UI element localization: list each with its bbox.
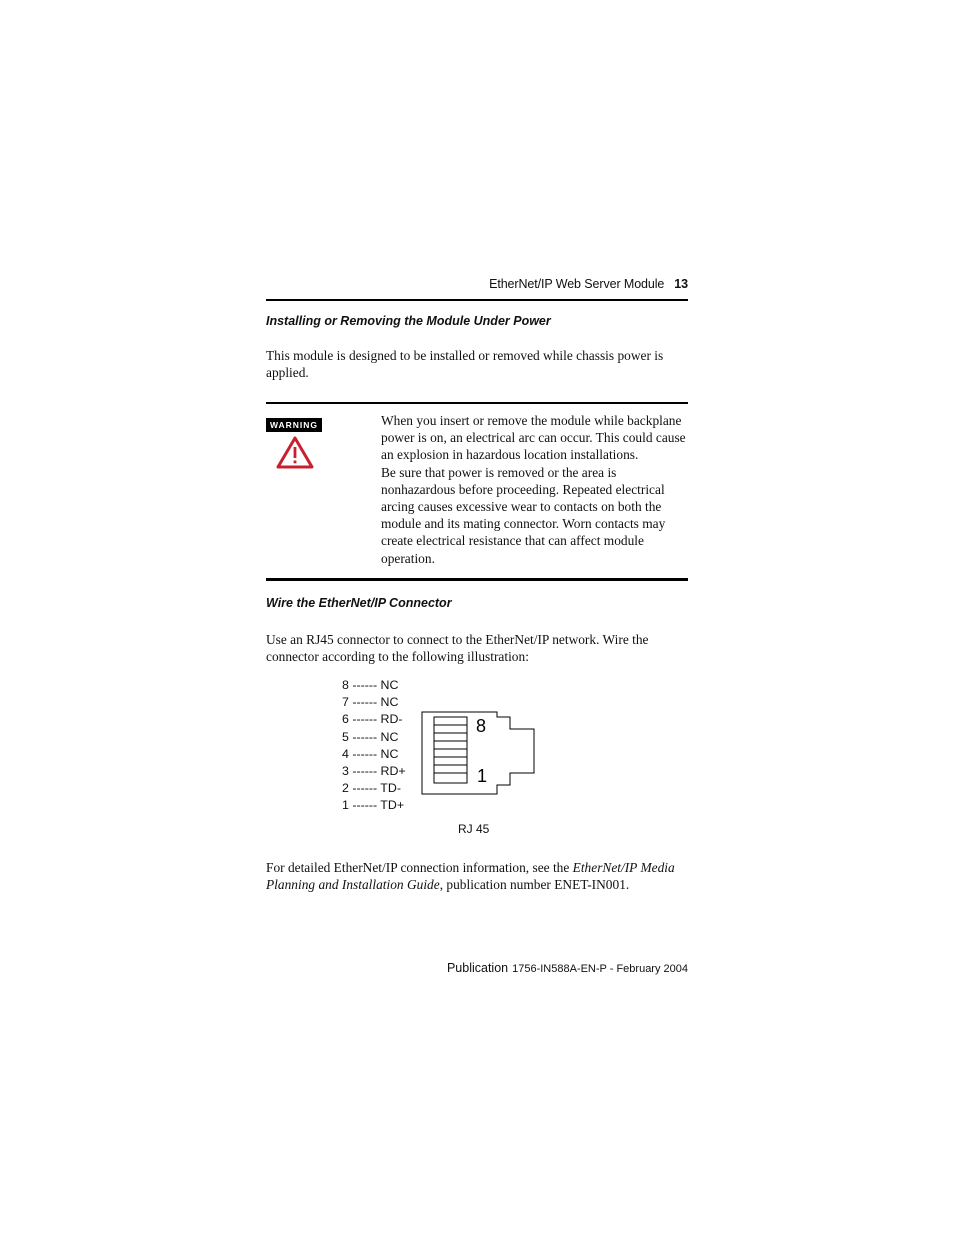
referenced-guide-title: EtherNet/IP Media Planning and Installation Guide: [266, 860, 675, 893]
header-title: EtherNet/IP Web Server Module: [489, 277, 665, 291]
warning-bottom-rule: [266, 578, 688, 581]
warning-triangle-icon: [276, 436, 314, 469]
rj45-connector-diagram: [418, 700, 540, 800]
pin-8-label: 8: [476, 716, 487, 736]
footer-label: Publication: [446, 961, 509, 975]
section-heading-wire: Wire the EtherNet/IP Connector: [266, 596, 452, 610]
pin-assignment-list: [342, 677, 406, 815]
page-footer: [447, 961, 688, 975]
warning-top-rule: [266, 402, 688, 404]
warning-badge: WARNING: [266, 418, 322, 432]
pin-row: 4 ------ NC: [342, 746, 399, 761]
pin-row: 8 ------ NC: [342, 678, 399, 692]
publication-number: 1756-IN588A-EN-P - February 2004: [512, 963, 688, 975]
pin-row: 5 ------ NC: [342, 729, 399, 744]
pin-row: 2 ------ TD-: [342, 781, 401, 796]
section-body-wire: Use an RJ45 connector to connect to the EtherNet/IP network. Wire the connector according to the following illustration:: [266, 632, 649, 665]
pin-row: 6 ------ RD-: [342, 712, 403, 727]
pin-row: 3 ------ RD+: [342, 764, 406, 779]
pin-row: 7 ------ NC: [342, 695, 399, 710]
closing-text-before: For detailed EtherNet/IP connection information, see the: [266, 860, 573, 875]
rj45-caption: RJ 45: [458, 822, 490, 836]
warning-paragraph-2: Be sure that power is removed or the area is nonhazardous before proceeding. Repeated electrical arcing causes excessive wear to contacts on both the module and its mating connector. Worn contacts may create electrical resistance that can affect module operation.: [381, 464, 666, 566]
closing-text-after: , publication number ENET-IN001.: [439, 877, 630, 893]
pin-1-label: 1: [477, 766, 488, 786]
section-body-power: This module is designed to be installed or removed while chassis power is applied.: [266, 348, 664, 381]
closing-paragraph: [266, 859, 688, 894]
header-rule: [266, 299, 688, 301]
page-number: 13: [674, 277, 688, 291]
section-heading-power: Installing or Removing the Module Under Power: [266, 314, 551, 328]
running-header: [489, 277, 688, 291]
pin-row: 1 ------ TD+: [342, 798, 405, 813]
warning-paragraph-1: When you insert or remove the module while backplane power is on, an electrical arc can occur. This could cause an explosion in hazardous location installations.: [381, 413, 686, 463]
warning-text: [381, 412, 689, 567]
